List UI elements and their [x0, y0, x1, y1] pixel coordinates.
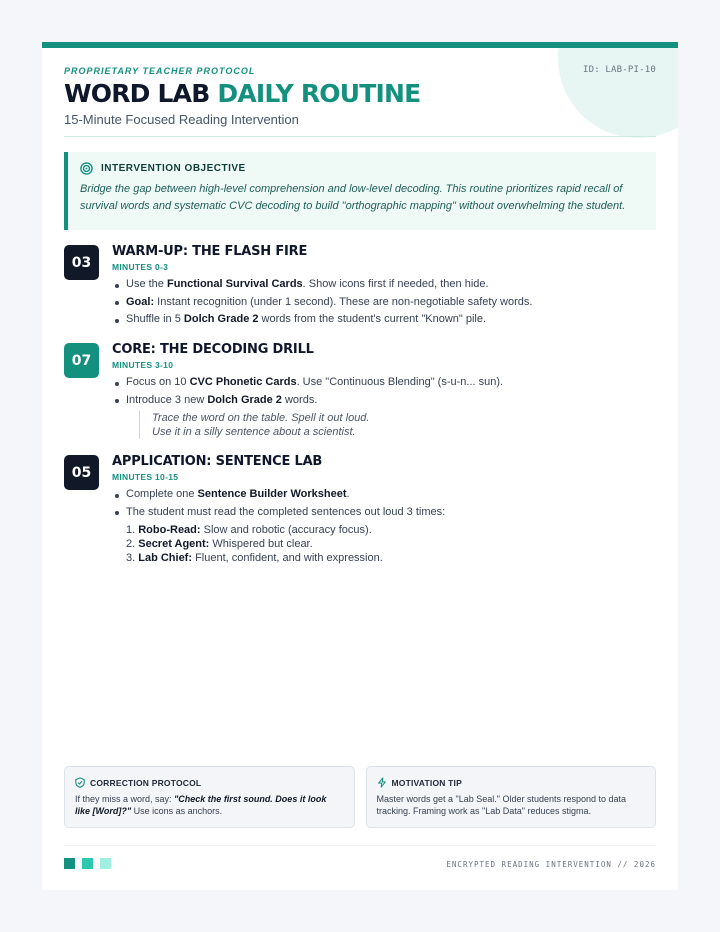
tip-cards	[64, 766, 656, 828]
section-minutes: MINUTES 0-3	[112, 262, 169, 272]
list-item: Use the Functional Survival Cards. Show icons first if needed, then hide.	[112, 276, 656, 294]
instruction-quote	[139, 411, 656, 439]
card-label: MOTIVATION TIP	[391, 777, 462, 788]
objective-text: Bridge the gap between high-level comprehension and low-level decoding. This routine prioritizes rapid recall of survival words and systematic CVC decoding to build "orthographic mapping" without overwhelming the student.	[80, 183, 626, 212]
footer-square	[64, 858, 75, 869]
reading-steps-list	[112, 523, 656, 565]
bullet-list	[112, 374, 656, 409]
card-text: Master words get a "Lab Seal." Older students respond to data tracking. Framing work as "Lab Data" reduces stigma.	[376, 794, 627, 816]
list-item: 1. Robo-Read: Slow and robotic (accuracy focus).	[126, 524, 372, 536]
card-label: CORRECTION PROTOCOL	[90, 777, 202, 788]
section-minutes: MINUTES 3-10	[112, 360, 174, 370]
footer-square	[82, 858, 93, 869]
section-warm-up	[64, 244, 656, 342]
page-title	[64, 80, 656, 108]
list-item: 3. Lab Chief: Fluent, confident, and with expression.	[126, 552, 383, 564]
footer-squares	[64, 858, 111, 869]
eyebrow-label: PROPRIETARY TEACHER PROTOCOL	[64, 66, 256, 76]
title-accent: DAILY ROUTINE	[217, 79, 421, 108]
section-core	[64, 342, 656, 454]
section-title: APPLICATION: SENTENCE LAB	[112, 454, 323, 469]
footer-square	[100, 858, 111, 869]
objective-label: INTERVENTION OBJECTIVE	[101, 163, 246, 174]
page-subtitle: 15-Minute Focused Reading Intervention	[64, 112, 299, 127]
header	[64, 66, 656, 127]
section-title: CORE: THE DECODING DRILL	[112, 342, 314, 357]
list-item: The student must read the completed sentences out loud 3 times:	[112, 504, 656, 522]
list-item: Shuffle in 5 Dolch Grade 2 words from the student's current "Known" pile.	[112, 311, 656, 329]
list-item: Goal: Instant recognition (under 1 second). These are non-negotiable safety words.	[112, 294, 656, 312]
quote-line: Trace the word on the table. Spell it out loud.	[152, 412, 370, 424]
lightning-icon	[377, 777, 387, 788]
section-minutes: MINUTES 10-15	[112, 472, 179, 482]
list-item: Introduce 3 new Dolch Grade 2 words.	[112, 392, 656, 410]
target-icon	[80, 162, 93, 175]
quote-line: Use it in a silly sentence about a scientist.	[152, 426, 356, 438]
section-title: WARM-UP: THE FLASH FIRE	[112, 244, 308, 259]
title-main: WORD LAB	[64, 79, 218, 108]
card-text: If they miss a word, say: "Check the first sound. Does it look like [Word]?" Use icons as anchors.	[75, 794, 327, 816]
section-number-badge: 03	[64, 245, 99, 280]
footer-text: ENCRYPTED READING INTERVENTION // 2026	[446, 860, 656, 869]
routine-sections	[64, 244, 656, 574]
list-item: Complete one Sentence Builder Worksheet.	[112, 486, 656, 504]
objective-box	[64, 152, 656, 230]
section-number-badge: 07	[64, 343, 99, 378]
document-id: ID: LAB-PI-10	[582, 65, 656, 75]
section-number-badge: 05	[64, 455, 99, 490]
section-application	[64, 454, 656, 574]
list-item: 2. Secret Agent: Whispered but clear.	[126, 538, 313, 550]
header-divider	[64, 136, 656, 137]
list-item: Focus on 10 CVC Phonetic Cards. Use "Continuous Blending" (s-u-n... sun).	[112, 374, 656, 392]
document-page	[42, 42, 678, 890]
bullet-list	[112, 276, 656, 329]
bullet-list	[112, 486, 656, 521]
shield-check-icon	[75, 777, 85, 788]
footer-divider	[64, 845, 656, 846]
motivation-tip-card	[366, 766, 657, 828]
correction-protocol-card	[64, 766, 355, 828]
objective-header	[80, 162, 644, 175]
